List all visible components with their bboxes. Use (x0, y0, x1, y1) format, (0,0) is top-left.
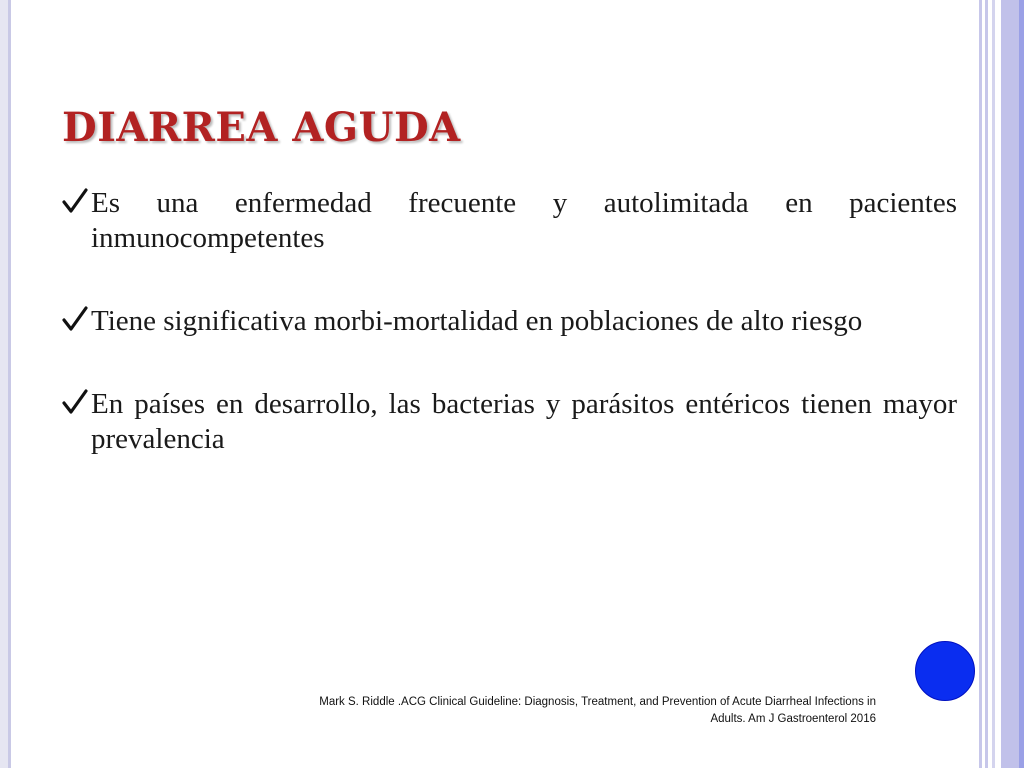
slide-title: DIARREA AGUDA (62, 104, 461, 151)
stripe (985, 0, 988, 768)
stripe (979, 0, 982, 768)
decorative-stripes (975, 0, 1024, 768)
checkmark-icon (62, 187, 88, 215)
stripe (992, 0, 995, 768)
bullet-text: Es una enfermedad frecuente y autolimitada en pacientes inmunocompetentes (91, 187, 957, 254)
bullet-text: Tiene significativa morbi-mortalidad en poblaciones de alto riesgo (91, 305, 863, 337)
citation-line-1: Mark S. Riddle .ACG Clinical Guideline: Diagnosis, Treatment, and Prevention of Acute Diarrheal Infections in (319, 696, 876, 708)
checkmark-icon (62, 305, 88, 333)
blue-circle-decoration (915, 641, 975, 701)
bullet-item (62, 387, 957, 457)
citation-line-2: Adults. Am J Gastroenterol 2016 (710, 713, 876, 725)
stripe (1001, 0, 1019, 768)
bullet-item (62, 186, 957, 256)
bullet-list (62, 186, 957, 505)
bullet-text: En países en desarrollo, las bacterias y parásitos entéricos tienen mayor prevalencia (91, 388, 957, 455)
citation (176, 694, 876, 728)
bullet-item (62, 304, 957, 339)
checkmark-icon (62, 388, 88, 416)
stripe (1019, 0, 1024, 768)
